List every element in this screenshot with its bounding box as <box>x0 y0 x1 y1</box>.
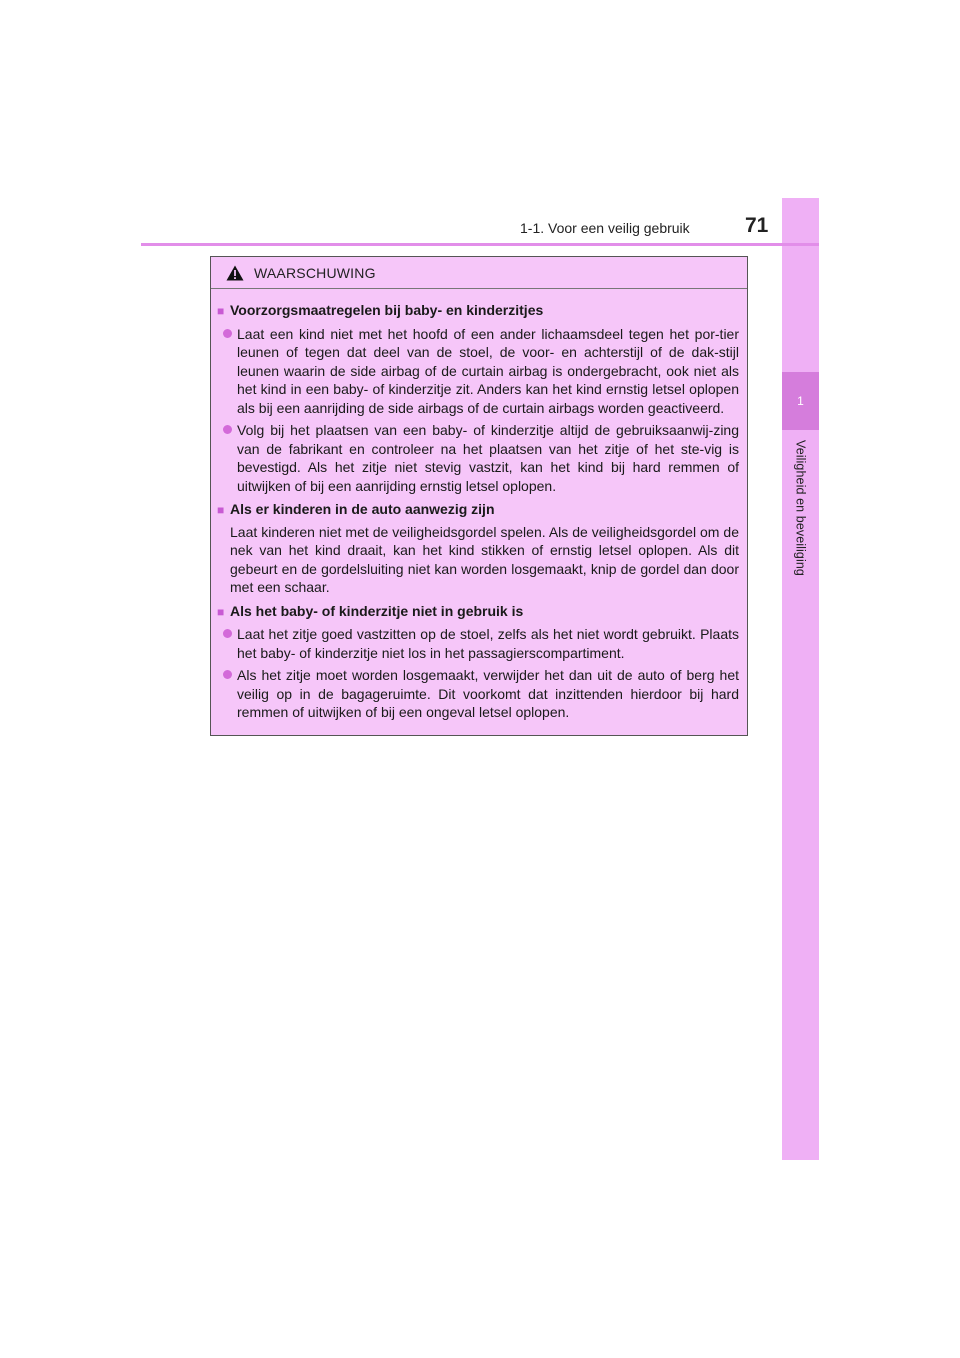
chapter-title-label <box>782 440 819 620</box>
bullet-item <box>217 625 739 662</box>
round-bullet-icon <box>223 629 232 638</box>
bullet-item <box>217 666 739 722</box>
chapter-number: 1 <box>797 394 804 408</box>
bullet-text: Laat het zitje goed vastzitten op de stoel, zelfs als het niet wordt gebruikt. Plaats het baby- of kinderzitje niet los in het passagierscompartiment. <box>237 626 739 661</box>
bullet-text: Laat een kind niet met het hoofd of een ander lichaamsdeel tegen het por-tier leunen of tegen dat deel van de stoel, de voor- en achterstijl of de dak-stijl leunen waarin de side airbag of de curtain airbag is ondergebracht, ook niet als het kind in een baby- of kinderzitje zit. Anders kan het kind ernstig letsel oplopen als bij een aanrijding de side airbags of de curtain airbags worden geactiveerd. <box>237 325 739 416</box>
page-number: 71 <box>745 214 769 237</box>
chapter-title: Veiligheid en beveiliging <box>793 440 808 576</box>
heading-text: Als er kinderen in de auto aanwezig zijn <box>230 501 495 517</box>
bullet-text: Als het zitje moet worden losgemaakt, verwijder het dan uit de auto of berg het veilig op in de bagageruimte. Dit voorkomt dat inzittenden hierdoor bij hard remmen of uitwijken of bij een ongeval letsel oplopen. <box>237 667 739 720</box>
square-bullet-icon: ■ <box>217 304 225 318</box>
chapter-number-tab <box>782 372 819 430</box>
section-heading <box>217 301 739 321</box>
warning-triangle-icon <box>226 265 244 281</box>
round-bullet-icon <box>223 329 232 338</box>
heading-text: Als het baby- of kinderzitje niet in gebruik is <box>230 602 524 619</box>
warning-box <box>210 256 748 736</box>
section-heading <box>217 500 739 520</box>
warning-body <box>211 289 747 722</box>
bullet-item <box>217 421 739 495</box>
square-bullet-icon: ■ <box>217 604 225 619</box>
heading-text: Voorzorgsmaatregelen bij baby- en kinderzitjes <box>230 302 544 318</box>
section-title: 1-1. Voor een veilig gebruik <box>520 220 690 236</box>
section-heading <box>217 602 739 622</box>
warning-title: WAARSCHUWING <box>254 264 376 281</box>
paragraph-text: Laat kinderen niet met de veiligheidsgordel spelen. Als de veiligheidsgordel om de nek van het kind draait, kan het kind stikken of ernstig letsel oplopen. Als dit gebeurt en de gordelsluiting niet kan worden losgemaakt, knip de gordel dan door met een schaar. <box>230 523 739 595</box>
square-bullet-icon: ■ <box>217 503 225 517</box>
round-bullet-icon <box>223 670 232 679</box>
round-bullet-icon <box>223 425 232 434</box>
bullet-text: Volg bij het plaatsen van een baby- of kinderzitje altijd de gebruiksaanwij-zing van de fabrikant en controleer na het plaatsen van het zitje of het ste-vig is bevestigd. Als het zitje niet stevig vastzit, kan het kind bij hard remmen of uitwijken of bij een aanrijding ernstig letsel oplopen. <box>237 422 739 494</box>
header-divider <box>141 243 819 246</box>
bullet-item <box>217 325 739 418</box>
chapter-side-tab <box>782 198 819 1160</box>
warning-header <box>211 257 747 289</box>
